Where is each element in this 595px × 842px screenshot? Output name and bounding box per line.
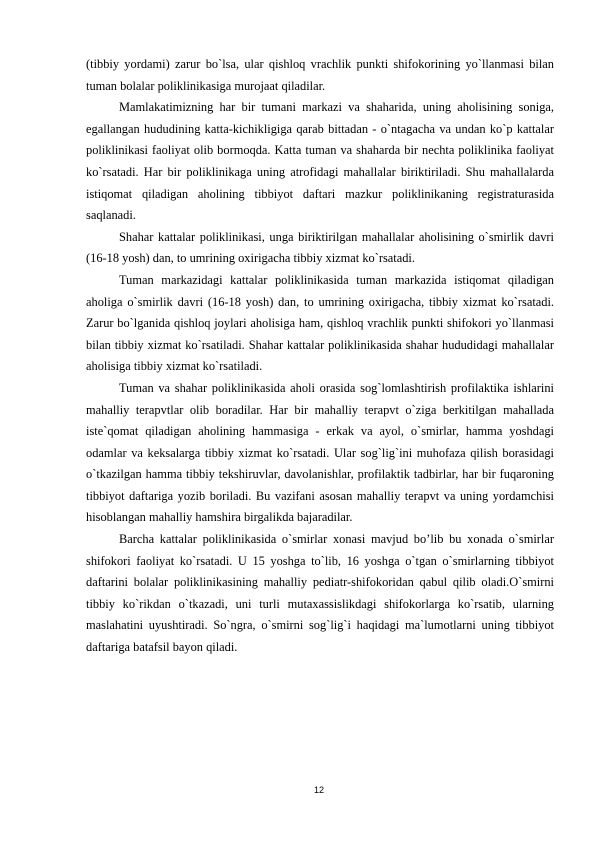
paragraph-clinics-count: Mamlakatimizning har bir tumani markazi va shaharida, uning aholisining soniga, egallangan hududining katta-kichikligiga qarab bittadan - o`ntagacha va undan ko`p kattalar poliklinikasi faoliyat olib bormoqda. Katta tuman va shaharda bir nechta poliklinika faoliyat ko`rsatadi. Har bir poliklinikaga uning atrofidagi mahallalar biriktiriladi. Shu mahallalarda istiqomat qiladigan aholining tibbiyot daftari mazkur poliklinikaning registraturasida saqlanadi. [86, 100, 554, 223]
paragraph-city-clinic: Shahar kattalar poliklinikasi, unga biriktirilgan mahallalar aholisining o`smirlik davri (16-18 yosh) dan, to umrining oxirigacha tibbiy xizmat ko`rsatadi. [86, 229, 554, 266]
paragraph-adolescent-room: Barcha kattalar poliklinikasida o`smirlar xonasi mavjud bo’lib bu xonada o`smirlar shifokori faoliyat ko`rsatadi. U 15 yoshga to`lib, 16 yoshga o`tgan o`smirlarning tibbiyot daftarini bolalar poliklinikasining mahalliy pediatr-shifokoridan qabul qilib oladi.O`smirni tibbiy ko`rikdan o`tkazadi, uni turli mutaxassislikdagi shifokorlarga ko`rsatib, ularning maslahatini uyushtiradi. So`ngra, o`smirni sog`lig`i haqidagi ma`lumotlarni uning tibbiyot daftariga batafsil bayon qiladi. [86, 532, 554, 655]
paragraph-district-clinic: Tuman markazidagi kattalar poliklinikasida tuman markazida istiqomat qiladigan aholiga o`smirlik davri (16-18 yosh) dan, to umrining oxirigacha, tibbiy xizmat ko`rsatadi. Zarur bo`lganida qishloq joylari aholisiga ham, qishloq vrachlik punkti shifokori yo`llanmasi bilan tibbiy xizmat ko`rsatiladi. Shahar kattalar poliklinikasida shahar hududidagi mahallalar aholisiga tibbiy xizmat ko`rsatiladi. [86, 272, 554, 374]
paragraph-continuation: (tibbiy yordami) zarur bo`lsa, ular qishloq vrachlik punkti shifokorining yo`llanmasi bilan tuman bolalar poliklinikasiga murojaat qiladilar. [86, 57, 554, 93]
document-page [86, 54, 554, 659]
paragraph-local-therapists: Tuman va shahar poliklinikasida aholi orasida sog`lomlashtirish profilaktika ishlarini mahalliy terapvtlar olib boradilar. Har bir mahalliy terapvt o`ziga berkitilgan mahallada iste`qomat qiladigan aholining hammasiga - erkak va ayol, o`smirlar, hamma yoshdagi odamlar va keksalarga tibbiy xizmat ko`rsatadi. Ular sog`lig`ini muhofaza qilish borasidagi o`tkazilgan hamma tibbiy tekshiruvlar, davolanishlar, profilaktik tadbirlar, har bir fuqaroning tibbiyot daftariga yozib boriladi. Bu vazifani asosan mahalliy terapvt va uning yordamchisi hisoblangan mahalliy hamshira birgalikda bajaradilar. [86, 380, 554, 525]
page-number: 12 [313, 785, 324, 795]
